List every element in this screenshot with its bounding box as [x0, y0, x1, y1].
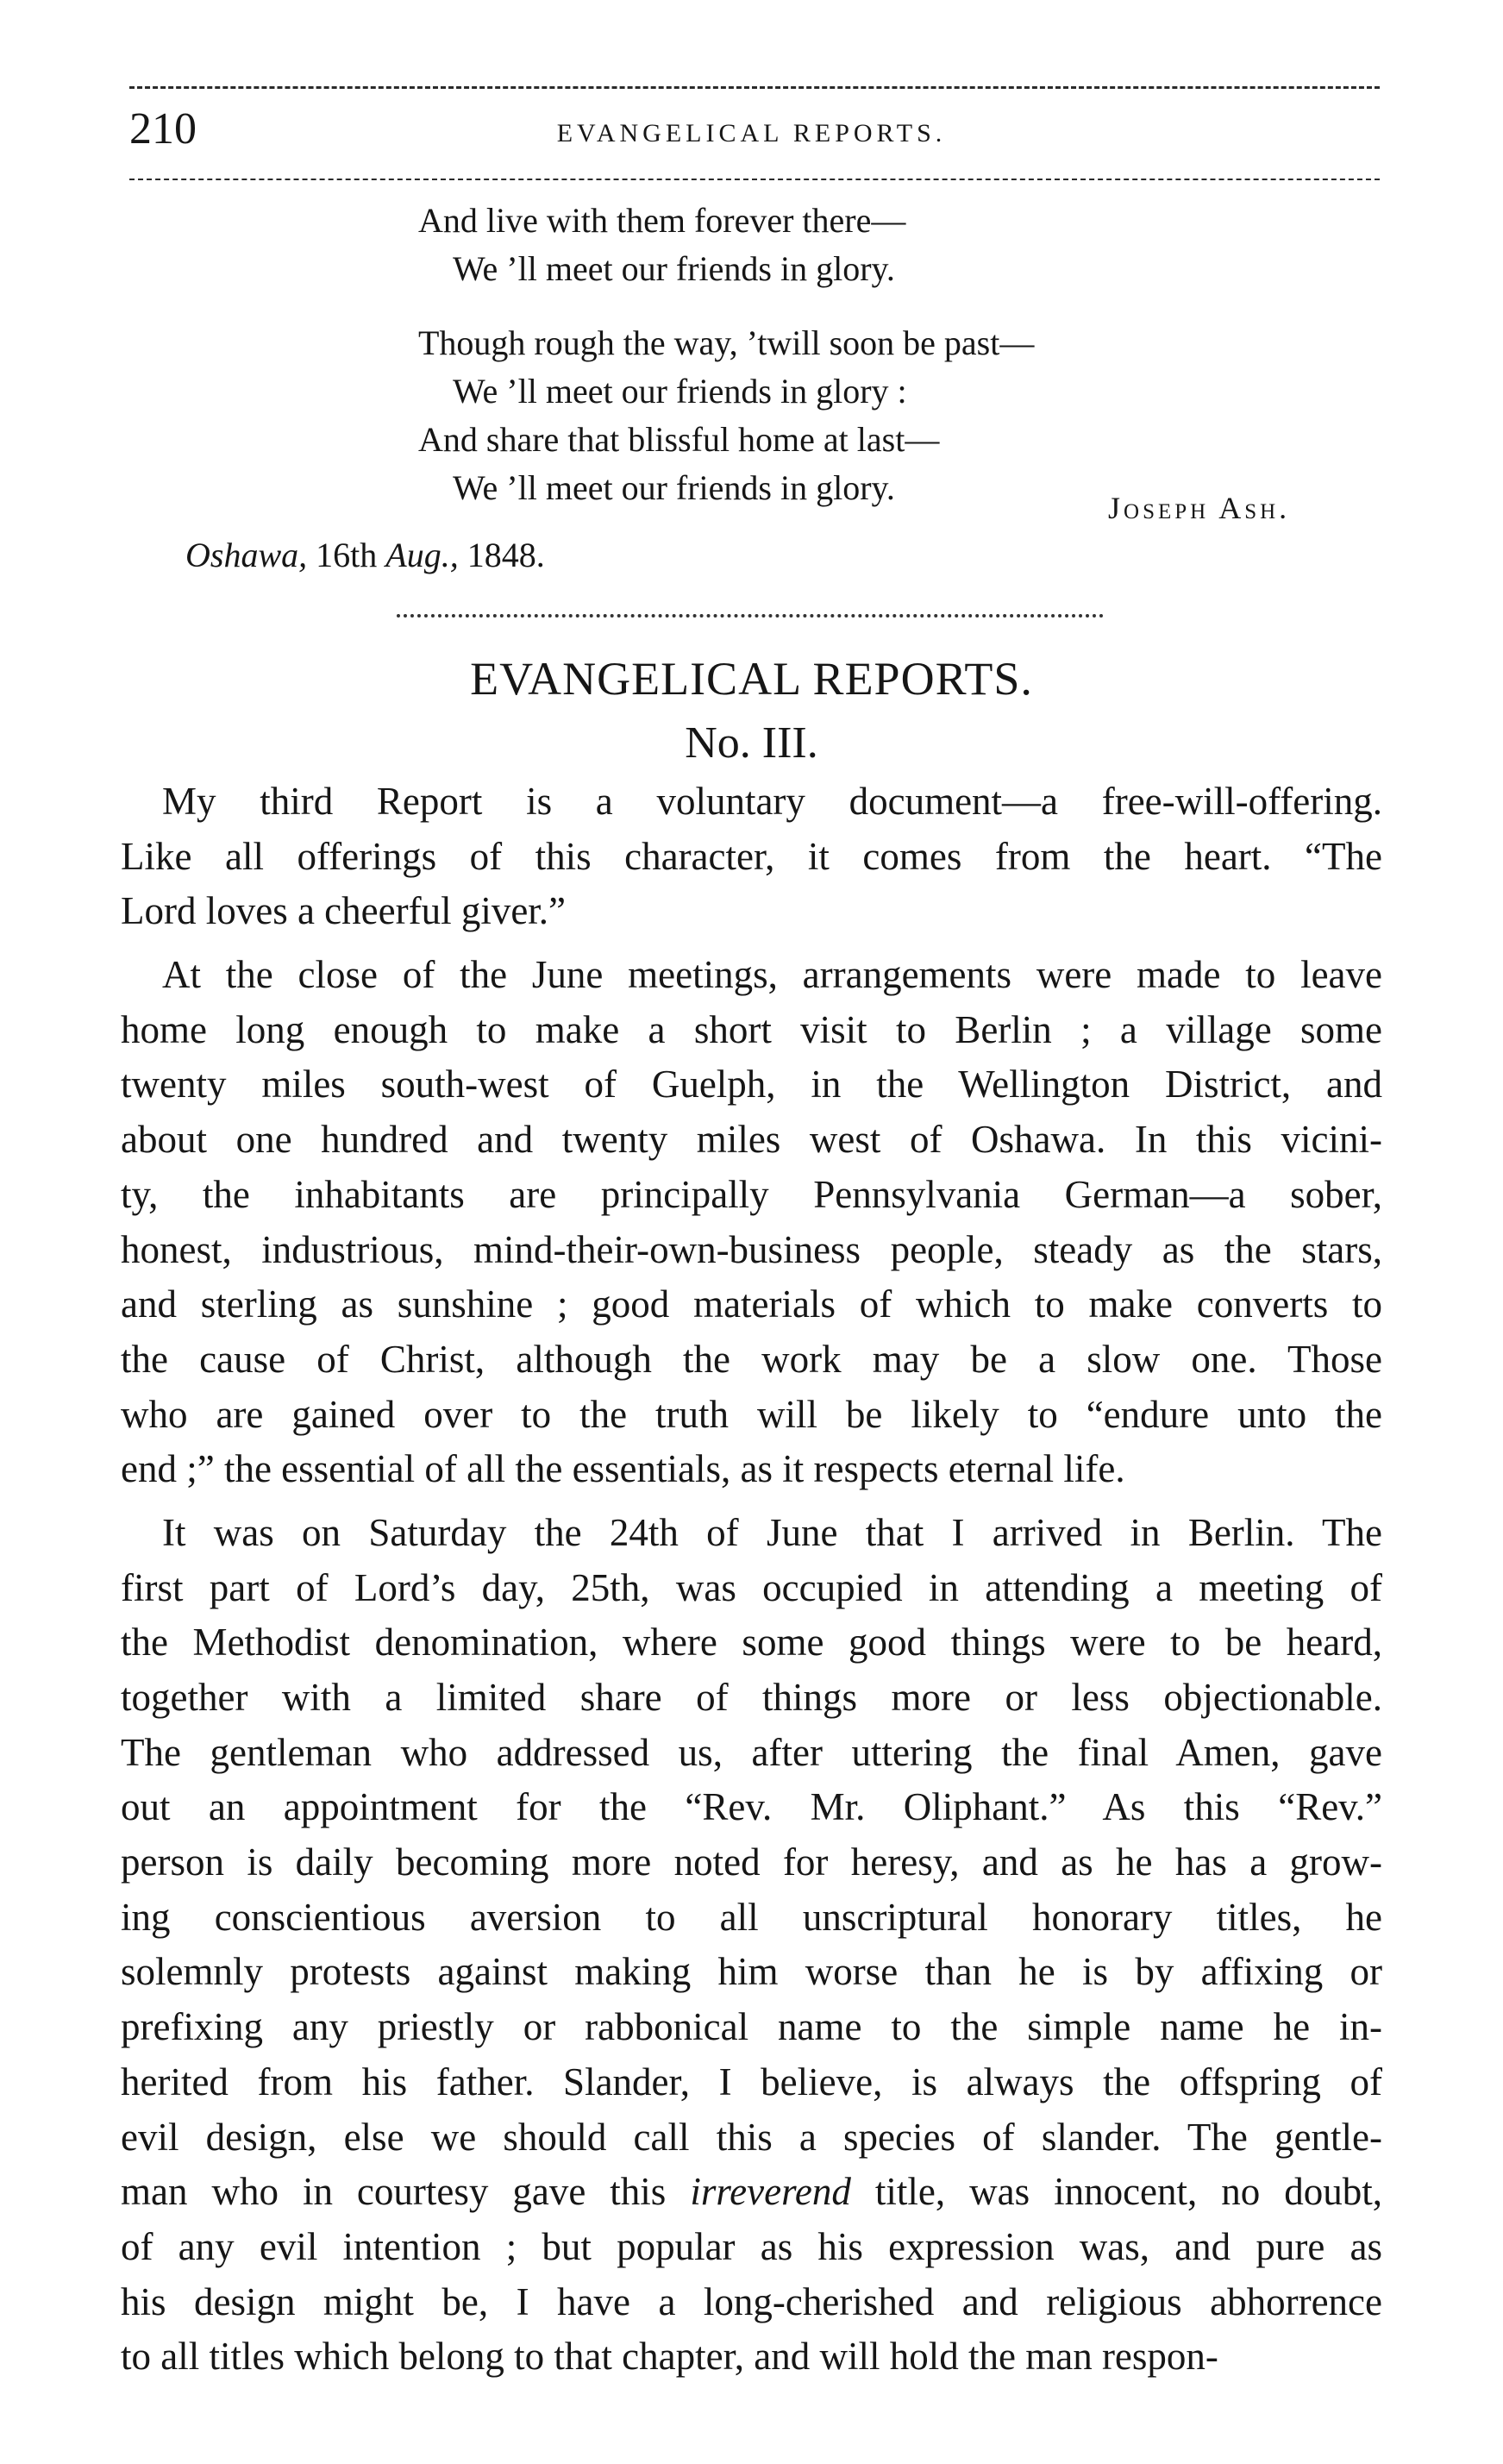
poem-stanza [418, 197, 1034, 293]
text-line: ty, the inhabitants are principally Pennsylvania German—a sober, [121, 1172, 1382, 1216]
page-number: 210 [129, 104, 197, 154]
paragraph [121, 948, 1382, 1497]
poem-line: We ’ll meet our friends in glory. [453, 468, 895, 507]
text-line: At the close of the June meetings, arrangements were made to leave [162, 953, 1382, 997]
text-line: It was on Saturday the 24th of June that I arrived in Berlin. The [162, 1510, 1382, 1554]
dateline [185, 535, 545, 575]
text-line: ing conscientious aversion to all unscriptural honorary titles, he [121, 1895, 1382, 1939]
text-line: who are gained over to the truth will be likely to “endure unto the [121, 1392, 1382, 1436]
dateline-place: Oshawa, [185, 536, 308, 574]
body-text [121, 774, 1382, 2385]
text-line: together with a limited share of things more or less objectionable. [121, 1676, 1382, 1719]
text-line: first part of Lord’s day, 25th, was occupied in attending a meeting of [121, 1565, 1382, 1609]
section-separator [397, 614, 1104, 618]
poem [418, 197, 1034, 512]
running-head: EVANGELICAL REPORTS. [556, 119, 947, 147]
text-line: out an appointment for the “Rev. Mr. Oliphant.” As this “Rev.” [121, 1785, 1382, 1829]
text-line: home long enough to make a short visit to Berlin ; a village some [121, 1007, 1382, 1051]
text-line: his design might be, I have a long-cherished and religious abhorrence [121, 2279, 1382, 2323]
text-line: The gentleman who addressed us, after uttering the final Amen, gave [121, 1730, 1382, 1774]
poem-line: We ’ll meet our friends in glory. [453, 249, 895, 288]
section-number: No. III. [685, 718, 818, 768]
poem-line: And live with them forever there— [418, 201, 906, 240]
text-line: Lord loves a cheerful giver.” [121, 889, 567, 933]
text-line: solemnly protests against making him worse than he is by affixing or [121, 1950, 1382, 1994]
text-line: to all titles which belong to that chapter, and will hold the man respon- [121, 2335, 1218, 2379]
text-line: end ;” the essential of all the essentials, as it respects eternal life. [121, 1447, 1125, 1491]
text-line: person is daily becoming more noted for heresy, and as he has a grow- [121, 1840, 1382, 1884]
text-line: twenty miles south-west of Guelph, in the Wellington District, and [121, 1063, 1382, 1107]
paragraph [121, 1506, 1382, 2385]
signature: Joseph Ash. [1108, 491, 1291, 525]
poem-line: We ’ll meet our friends in glory : [453, 372, 907, 411]
text-line: evil design, else we should call this a species of slander. The gentle- [121, 2115, 1382, 2159]
text-line: about one hundred and twenty miles west of Oshawa. In this vicini- [121, 1118, 1382, 1162]
text-line: My third Report is a voluntary document—a free-will-offering. [162, 780, 1382, 823]
poem-stanza [418, 319, 1034, 512]
text-line: honest, industrious, mind-their-own-business people, steady as the stars, [121, 1227, 1382, 1271]
text-line: prefixing any priestly or rabbonical name to the simple name he in- [121, 2005, 1382, 2049]
text-line: herited from his father. Slander, I believe, is always the offspring of [121, 2060, 1382, 2103]
dateline-year: 1848. [467, 536, 545, 574]
text-line: of any evil intention ; but popular as his expression was, and pure as [121, 2224, 1382, 2268]
text-line: the cause of Christ, although the work may be a slow one. Those [121, 1337, 1382, 1381]
section-title: EVANGELICAL REPORTS. [470, 653, 1033, 705]
text-line: and sterling as sunshine ; good materials of which to make converts to [121, 1282, 1382, 1326]
dateline-day: 16th [316, 536, 378, 574]
top-rule [129, 86, 1380, 89]
text-line: man who in courtesy gave this irreverend title, was innocent, no doubt, [121, 2170, 1383, 2214]
paragraph [121, 774, 1382, 939]
text-line: Like all offerings of this character, it comes from the heart. “The [121, 834, 1382, 878]
text-line: the Methodist denomination, where some good things were to be heard, [121, 1621, 1382, 1665]
poem-line: And share that blissful home at last— [418, 420, 940, 459]
header-rule [129, 179, 1380, 180]
dateline-month: Aug., [385, 536, 459, 574]
poem-line: Though rough the way, ’twill soon be past— [418, 323, 1035, 362]
